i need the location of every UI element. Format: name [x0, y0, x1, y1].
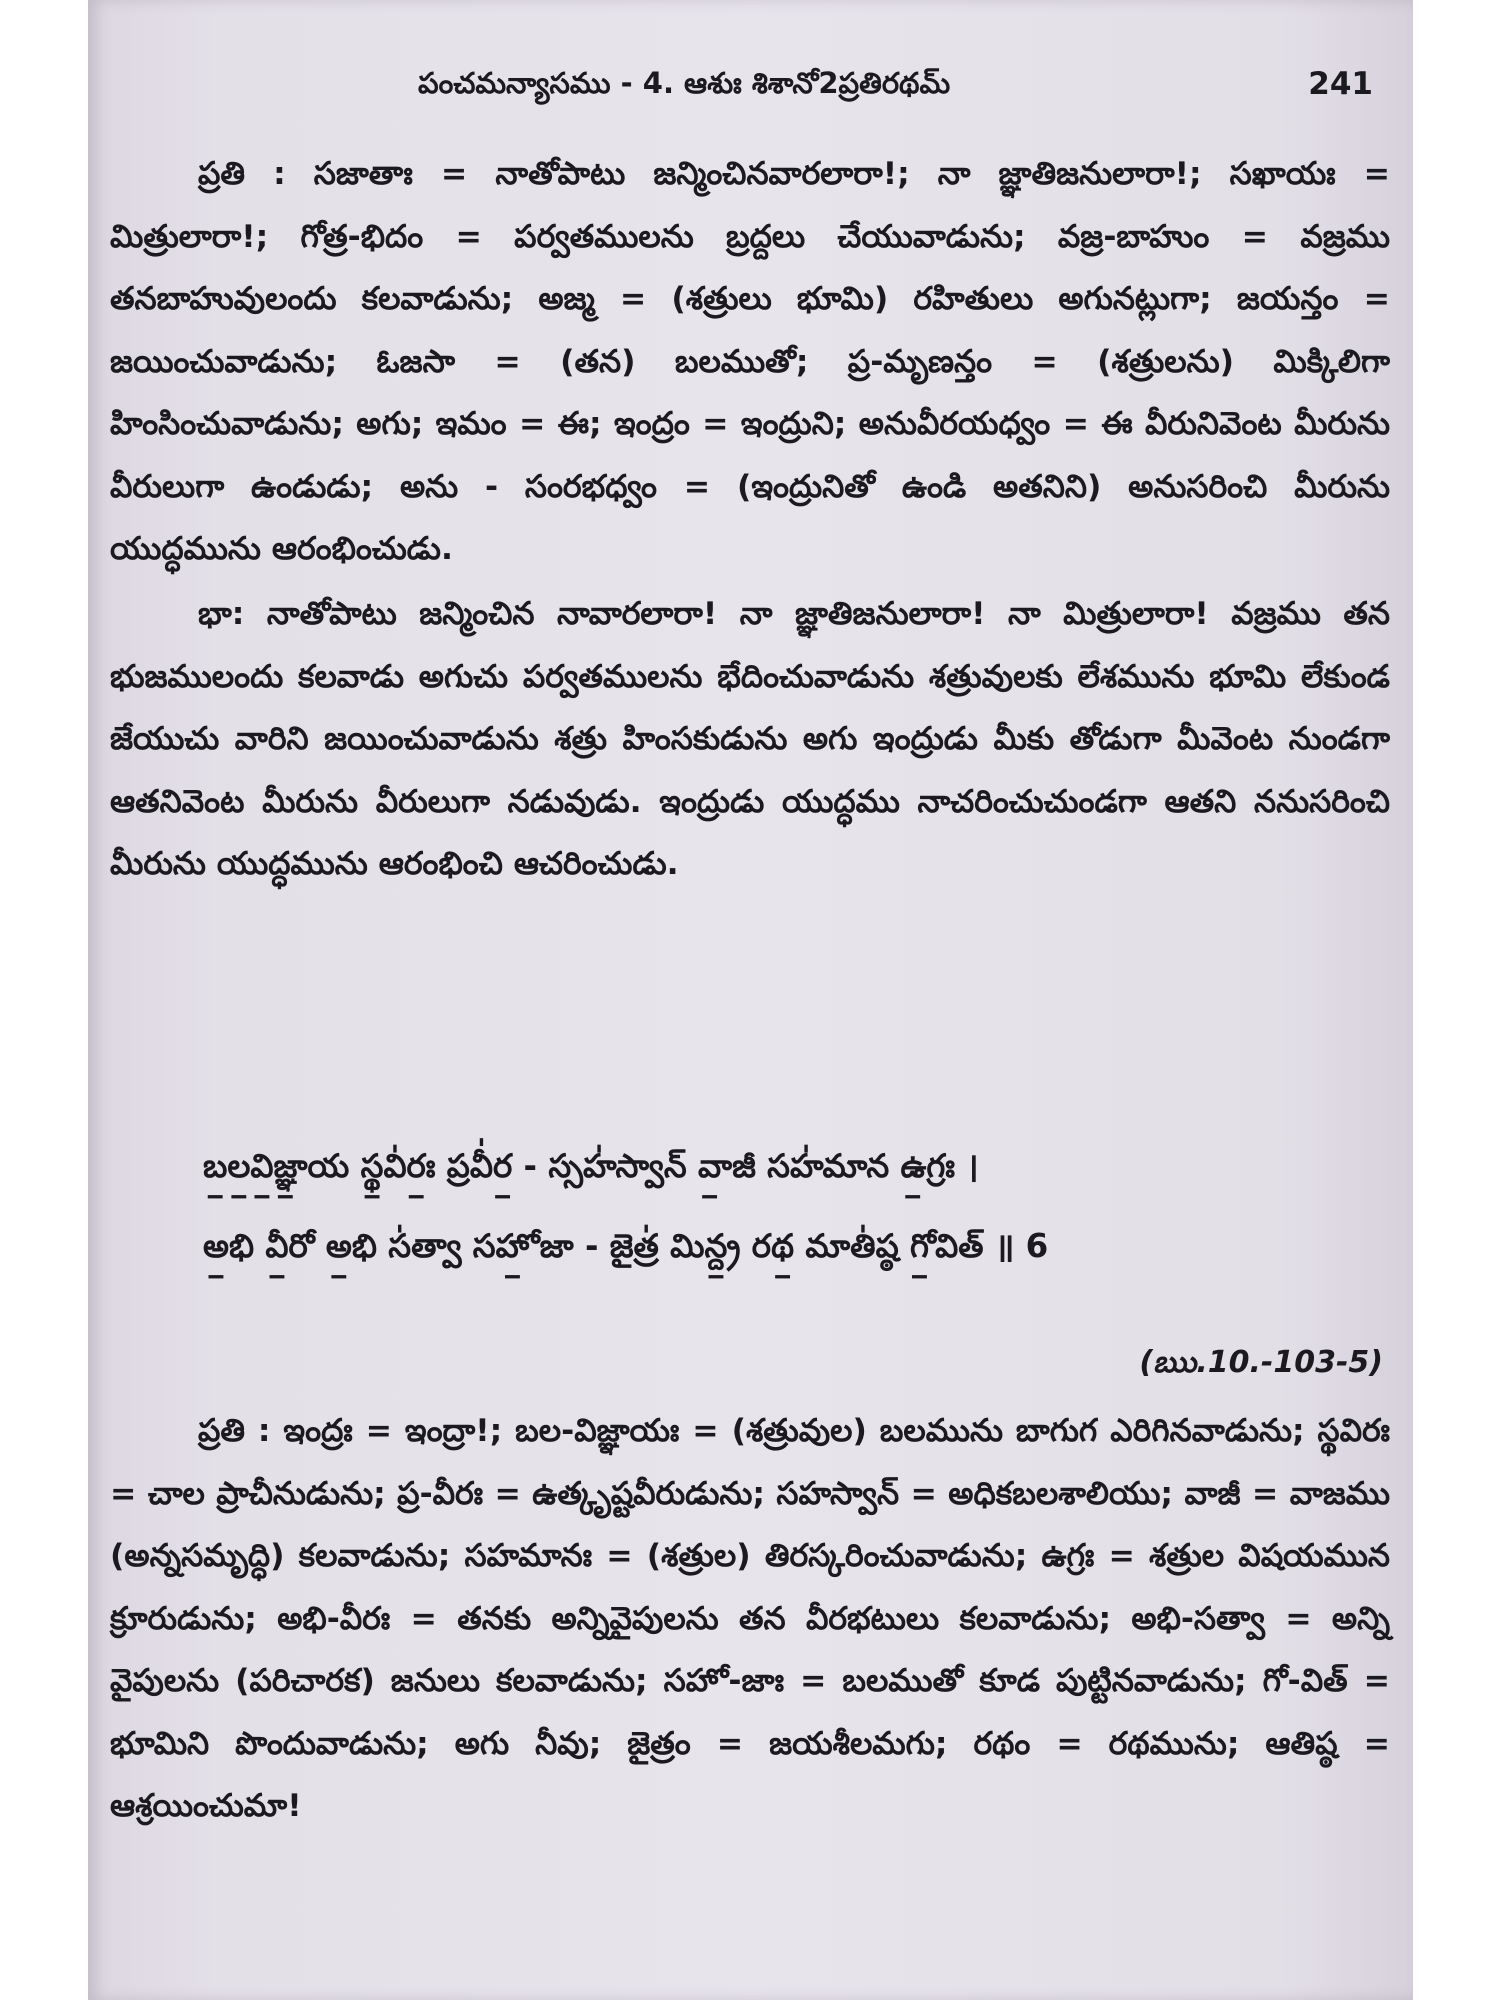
verse-line-2: అ॒భి వీ॒రో అ॒భి స॑త్వా సహో॒జా - జైత్ర॑ మిన్ద్ర॒ రథ॒ మాతి॑ష్ఠ గో॒విత్ ॥ 6 — [203, 1227, 1049, 1265]
verse-reference: (ఋ.10.-103-5) — [1139, 1345, 1383, 1380]
verse-line-1: బ॒ల॒వి॒జ్ఞా॒య స్థ॒వి॑రః॒ ప్రవీ॑ర॒ - స్సహ॑స్వాన్ వా॒జీ సహ॑మాన ఉ॒గ్రః । — [203, 1147, 979, 1185]
commentary-paragraph-1: ప్రతి : సజాతాః = నాతోపాటు జన్మించినవారలారా!; నా జ్ఞాతిజనులారా!; సఖాయః = మిత్రులారా!; గోత్ర-భిదం = పర్వతములను బ్రద్దలు చేయువాడును; వజ్ర-బాహుం = వజ్రము తనబాహువులందు కలవాడును; అజ్మ = (శత్రులు భూమి) రహితులు అగునట్లుగా; జయన్తం = జయించువాడును; ఓజసా = (తన) బలముతో; ప్ర-మృణన్తం = (శత్రులను) మిక్కిలిగా హింసించువాడును; అగు; ఇమం = ఈ; ఇంద్రం = ఇంద్రుని; అనువీరయధ్వం = ఈ వీరునివెంట మీరును వీరులుగా ఉండుడు; అను - సంరభధ్వం = (ఇంద్రునితో ఉండి అతనిని) అనుసరించి మీరును యుద్ధమును ఆరంభించుడు. — [110, 156, 1390, 567]
book-page — [88, 0, 1413, 2000]
commentary-paragraph-2: ప్రతి : ఇంద్రః = ఇంద్రా!; బల-విజ్ఞాయః = (శత్రువుల) బలమును బాగుగ ఎరిగినవాడును; స్థవిరః = చాల ప్రాచీనుడును; ప్ర-వీరః = ఉత్కృష్టవీరుడును; సహస్వాన్ = అధికబలశాలియు; వాజీ = వాజము (అన్నసమృద్ధి) కలవాడును; సహమానః = (శత్రుల) తిరస్కరించువాడును; ఉగ్రః = శత్రుల విషయమున క్రూరుడును; అభి-వీరః = తనకు అన్నివైపులను తన వీరభటులు కలవాడును; అభి-సత్వా = అన్ని వైపులను (పరిచారక) జనులు కలవాడును; సహో-జాః = బలముతో కూడ పుట్టినవాడును; గో-విత్ = భూమిని పొందువాడును; అగు నీవు; జైత్రం = జయశీలమగు; రథం = రథమును; ఆతిష్ఠ = ఆశ్రయించుమా! — [110, 1413, 1390, 1824]
page-number: 241 — [1308, 66, 1373, 102]
page-header — [88, 66, 1413, 116]
running-title: పంచమన్యాసము - 4. ఆశుః శిశానో2ప్రతిరథమ్ — [418, 66, 951, 100]
summary-paragraph: భా: నాతోపాటు జన్మించిన నావారలారా! నా జ్ఞాతిజనులారా! నా మిత్రులారా! వజ్రము తన భుజములందు కలవాడు అగుచు పర్వతములను భేదించువాడును శత్రువులకు లేశమును భూమి లేకుండ జేయుచు వారిని జయించువాడును శత్రు హింసకుడును అగు ఇంద్రుడు మీకు తోడుగా మీవెంట నుండగా ఆతనివెంట మీరును వీరులుగా నడువుడు. ఇంద్రుడు యుద్ధము నాచరించుచుండగా ఆతని ననుసరించి మీరును యుద్ధమును ఆరంభించి ఆచరించుడు. — [110, 596, 1390, 882]
